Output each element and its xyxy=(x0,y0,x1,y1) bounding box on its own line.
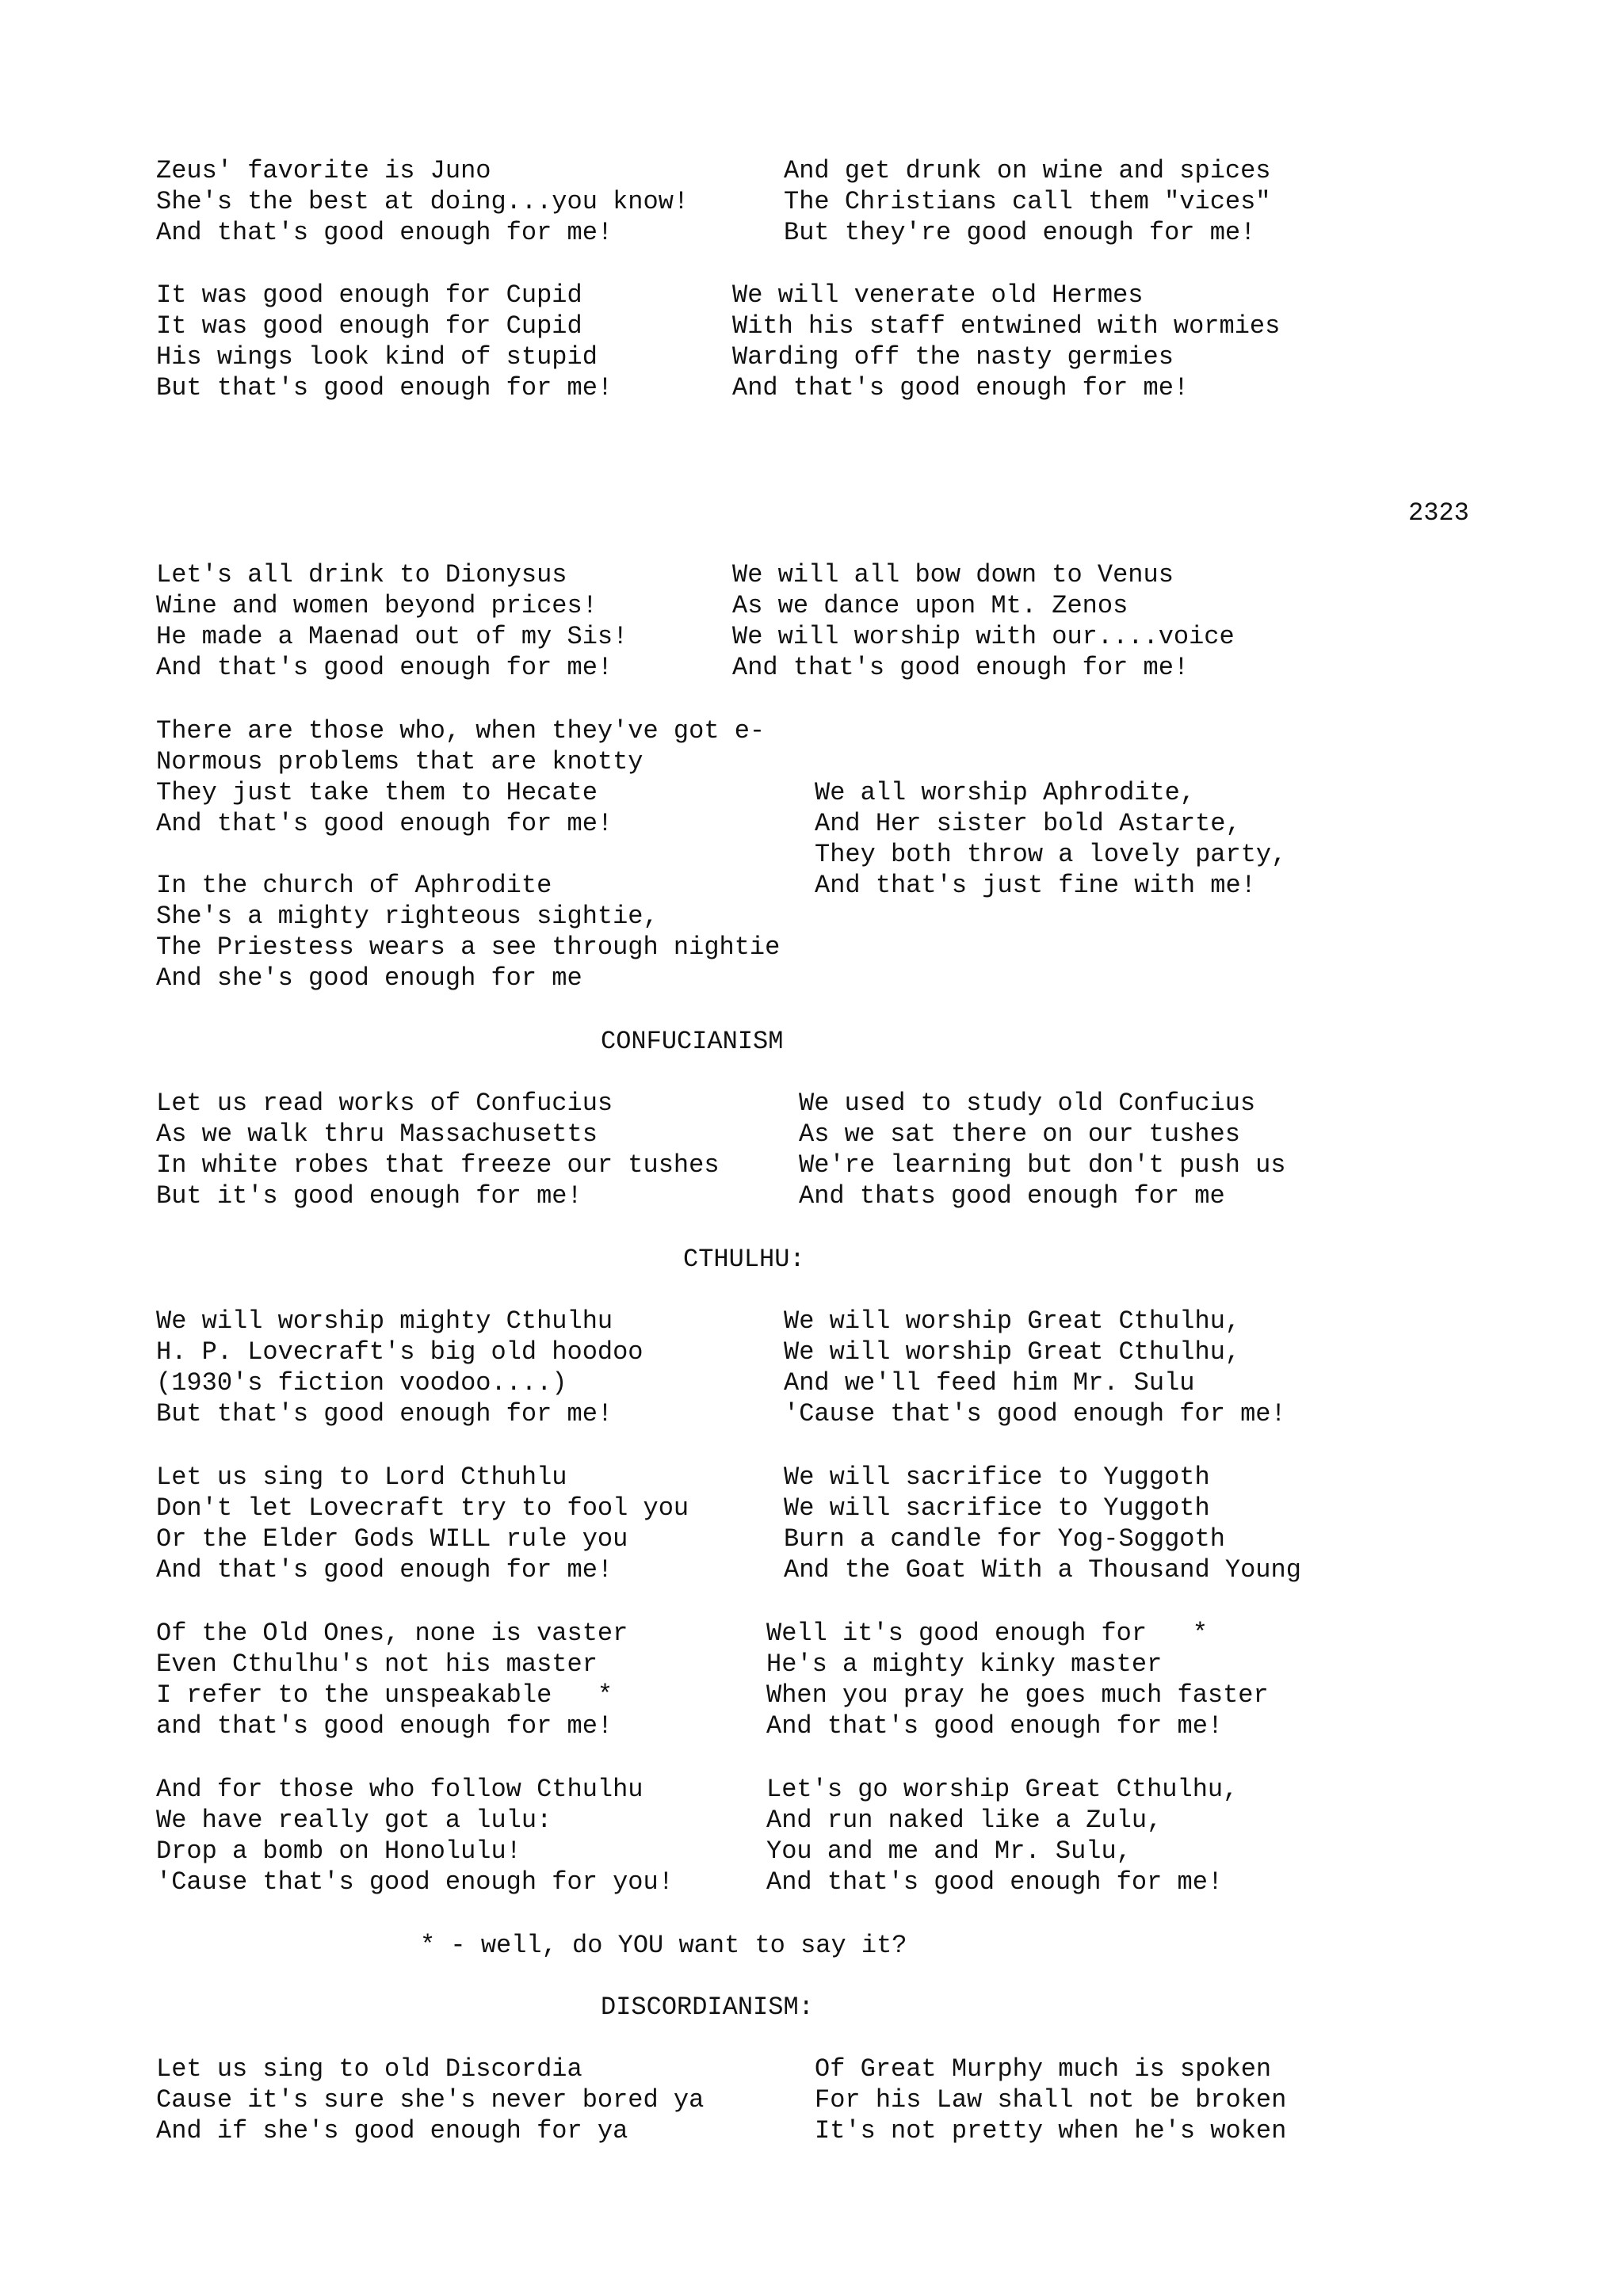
verse-line: The Christians call them "vices" xyxy=(784,187,1271,216)
verse-line: His wings look kind of stupid xyxy=(156,342,598,372)
verse-line: We will worship Great Cthulhu, xyxy=(784,1306,1241,1336)
stanza-left xyxy=(156,155,689,248)
verse-line: We all worship Aphrodite, xyxy=(815,778,1196,807)
stanza-left xyxy=(156,1462,689,1585)
page-number: 2323 xyxy=(1408,498,1469,528)
verse-line: Or the Elder Gods WILL rule you xyxy=(156,1524,628,1554)
verse-line: Burn a candle for Yog-Soggoth xyxy=(784,1524,1225,1554)
verse-line: The Priestess wears a see through nightie xyxy=(156,933,781,962)
verse-line: And she's good enough for me xyxy=(156,963,582,993)
stanza-right xyxy=(799,1088,1286,1211)
verse-line: Zeus' favorite is Juno xyxy=(156,156,491,185)
verse-line: 'Cause that's good enough for me! xyxy=(784,1399,1286,1428)
verse-line: She's the best at doing...you know! xyxy=(156,187,689,216)
stanza-left xyxy=(156,280,613,403)
verse-line: And that's good enough for me! xyxy=(156,218,613,247)
verse-line: Wine and women beyond prices! xyxy=(156,591,598,620)
verse-line: We will worship Great Cthulhu, xyxy=(784,1337,1241,1367)
verse-line: But that's good enough for me! xyxy=(156,373,613,402)
verse-line xyxy=(156,839,780,870)
verse-line: and that's good enough for me! xyxy=(156,1711,613,1741)
verse-line: For his Law shall not be broken xyxy=(815,2085,1287,2115)
verse-line: Well it's good enough for * xyxy=(766,1619,1208,1648)
verse-line: As we dance upon Mt. Zenos xyxy=(732,591,1128,620)
verse-line: Let us read works of Confucius xyxy=(156,1089,613,1118)
verse-line: And that's good enough for me! xyxy=(156,653,613,682)
verse-line: It's not pretty when he's woken xyxy=(815,2116,1287,2145)
verse-line: And if she's good enough for ya xyxy=(156,2116,628,2145)
stanza-right xyxy=(766,1774,1238,1897)
verse-line: And that's good enough for me! xyxy=(766,1711,1224,1741)
verse-line: And that's just fine with me! xyxy=(815,871,1256,900)
stanza-right xyxy=(766,1618,1269,1741)
verse-line: Let us sing to Lord Cthuhlu xyxy=(156,1463,567,1492)
verse-line: And get drunk on wine and spices xyxy=(784,156,1271,185)
verse-line: Let's go worship Great Cthulhu, xyxy=(766,1775,1239,1804)
stanza-left xyxy=(156,715,780,994)
verse-line: Cause it's sure she's never bored ya xyxy=(156,2085,705,2115)
verse-line: You and me and Mr. Sulu, xyxy=(766,1836,1132,1866)
verse-line: And Her sister bold Astarte, xyxy=(815,809,1241,838)
stanza-right xyxy=(732,280,1280,403)
verse-line: Warding off the nasty germies xyxy=(732,342,1174,372)
stanza-left xyxy=(156,1618,628,1741)
verse-line: They both throw a lovely party, xyxy=(815,840,1287,869)
stanza-right xyxy=(784,155,1271,248)
verse-line: They just take them to Hecate xyxy=(156,778,598,807)
verse-line: And thats good enough for me xyxy=(799,1181,1225,1211)
verse-line: Let's all drink to Dionysus xyxy=(156,560,567,589)
verse-line: There are those who, when they've got e- xyxy=(156,716,766,746)
verse-line: We will sacrifice to Yuggoth xyxy=(784,1463,1210,1492)
stanza-right xyxy=(784,1462,1301,1585)
stanza-right xyxy=(815,777,1286,901)
stanza-left xyxy=(156,1088,720,1211)
verse-line: And run naked like a Zulu, xyxy=(766,1806,1163,1835)
verse-line: And that's good enough for me! xyxy=(156,809,613,838)
verse-line: We're learning but don't push us xyxy=(799,1150,1286,1180)
stanza-left xyxy=(156,1306,643,1429)
verse-line: We will worship mighty Cthulhu xyxy=(156,1306,613,1336)
verse-line: It was good enough for Cupid xyxy=(156,311,582,341)
verse-line: We will venerate old Hermes xyxy=(732,280,1144,310)
verse-line: Let us sing to old Discordia xyxy=(156,2054,582,2084)
section-heading-cthulhu: CTHULHU: xyxy=(683,1245,805,1274)
verse-line: And that's good enough for me! xyxy=(766,1867,1224,1897)
stanza-left xyxy=(156,2054,704,2146)
verse-line: 'Cause that's good enough for you! xyxy=(156,1867,674,1897)
verse-line: But they're good enough for me! xyxy=(784,218,1256,247)
verse-line: Normous problems that are knotty xyxy=(156,747,643,776)
verse-line: We will sacrifice to Yuggoth xyxy=(784,1493,1210,1523)
verse-line: It was good enough for Cupid xyxy=(156,280,582,310)
verse-line: As we walk thru Massachusetts xyxy=(156,1119,598,1149)
stanza-right xyxy=(732,559,1235,683)
verse-line: We will worship with our....voice xyxy=(732,622,1235,651)
verse-line: In the church of Aphrodite xyxy=(156,871,552,900)
verse-line: We will all bow down to Venus xyxy=(732,560,1174,589)
verse-line: As we sat there on our tushes xyxy=(799,1119,1240,1149)
verse-line: Even Cthulhu's not his master xyxy=(156,1650,598,1679)
verse-line: And the Goat With a Thousand Young xyxy=(784,1555,1301,1585)
verse-line: In white robes that freeze our tushes xyxy=(156,1150,720,1180)
verse-line: He made a Maenad out of my Sis! xyxy=(156,622,628,651)
verse-line: Of Great Murphy much is spoken xyxy=(815,2054,1272,2084)
verse-line: Don't let Lovecraft try to fool you xyxy=(156,1493,689,1523)
stanza-left xyxy=(156,1774,674,1897)
verse-line: With his staff entwined with wormies xyxy=(732,311,1281,341)
stanza-right xyxy=(784,1306,1286,1429)
verse-line: (1930's fiction voodoo....) xyxy=(156,1368,567,1398)
verse-line: He's a mighty kinky master xyxy=(766,1650,1163,1679)
section-heading-discordianism: DISCORDIANISM: xyxy=(601,1993,814,2022)
verse-line: But it's good enough for me! xyxy=(156,1181,582,1211)
verse-line: And for those who follow Cthulhu xyxy=(156,1775,643,1804)
stanza-right xyxy=(815,2054,1286,2146)
verse-line: We have really got a lulu: xyxy=(156,1806,552,1835)
verse-line: And we'll feed him Mr. Sulu xyxy=(784,1368,1195,1398)
verse-line: But that's good enough for me! xyxy=(156,1399,613,1428)
verse-line: And that's good enough for me! xyxy=(156,1555,613,1585)
stanza-left xyxy=(156,559,628,683)
verse-line: When you pray he goes much faster xyxy=(766,1680,1269,1710)
verse-line: And that's good enough for me! xyxy=(732,373,1190,402)
verse-line: She's a mighty righteous sightie, xyxy=(156,902,659,931)
verse-line: Of the Old Ones, none is vaster xyxy=(156,1619,628,1648)
footnote: * - well, do YOU want to say it? xyxy=(420,1931,907,1960)
verse-line: And that's good enough for me! xyxy=(732,653,1190,682)
verse-line: Drop a bomb on Honolulu! xyxy=(156,1836,521,1866)
verse-line: We used to study old Confucius xyxy=(799,1089,1256,1118)
verse-line: H. P. Lovecraft's big old hoodoo xyxy=(156,1337,643,1367)
section-heading-confucianism: CONFUCIANISM xyxy=(601,1027,784,1056)
verse-line: I refer to the unspeakable * xyxy=(156,1680,613,1710)
